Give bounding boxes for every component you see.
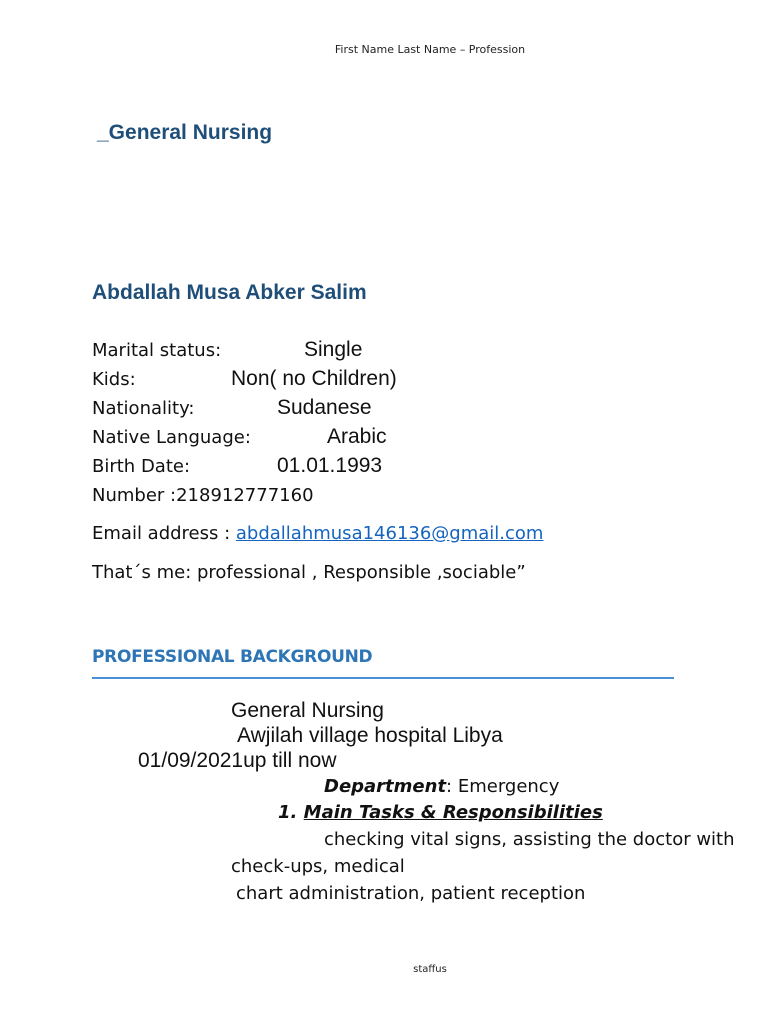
tasks-line: chart administration, patient reception [236, 883, 586, 904]
native-language-label: Native Language: [92, 427, 251, 448]
about-me: That´s me: professional , Responsible ,sociable” [92, 562, 526, 583]
kids-value: Non( no Children) [231, 367, 397, 390]
native-language-value: Arabic [327, 425, 387, 448]
nationality-value: Sudanese [277, 396, 372, 419]
candidate-name: Abdallah Musa Abker Salim [92, 281, 367, 304]
department-value: : Emergency [446, 776, 560, 797]
marital-status-label: Marital status: [92, 340, 222, 361]
tasks-line: checking vital signs, assisting the doctor with [324, 829, 735, 850]
email-link[interactable]: abdallahmusa146136@gmail.com [235, 523, 544, 544]
kids-label: Kids: [92, 369, 136, 390]
email-label: Email address : [92, 523, 236, 544]
phone-number: Number :218912777160 [92, 485, 314, 506]
department-row [324, 776, 559, 797]
page-footer: staffus [413, 964, 447, 975]
email-row [92, 523, 543, 544]
tasks-heading: Main Tasks & Responsibilities [303, 802, 603, 823]
job-title: _General Nursing [97, 121, 273, 144]
page-header: First Name Last Name – Profession [334, 43, 526, 56]
tasks-line: check-ups, medical [231, 856, 405, 877]
position-title: General Nursing [231, 699, 384, 722]
department-label: Department [324, 776, 447, 797]
employment-period: 01/09/2021up till now [138, 749, 337, 772]
professional-background-heading: PROFESSIONAL BACKGROUND [92, 647, 373, 667]
birth-date-label: Birth Date: [92, 456, 191, 477]
nationality-label: Nationality: [92, 398, 195, 419]
birth-date-value: 01.01.1993 [277, 454, 383, 477]
tasks-number: 1. [278, 802, 298, 823]
marital-status-value: Single [304, 338, 363, 361]
employer: Awjilah village hospital Libya [237, 724, 503, 747]
section-divider [92, 677, 674, 679]
tasks-heading-row [278, 802, 603, 823]
